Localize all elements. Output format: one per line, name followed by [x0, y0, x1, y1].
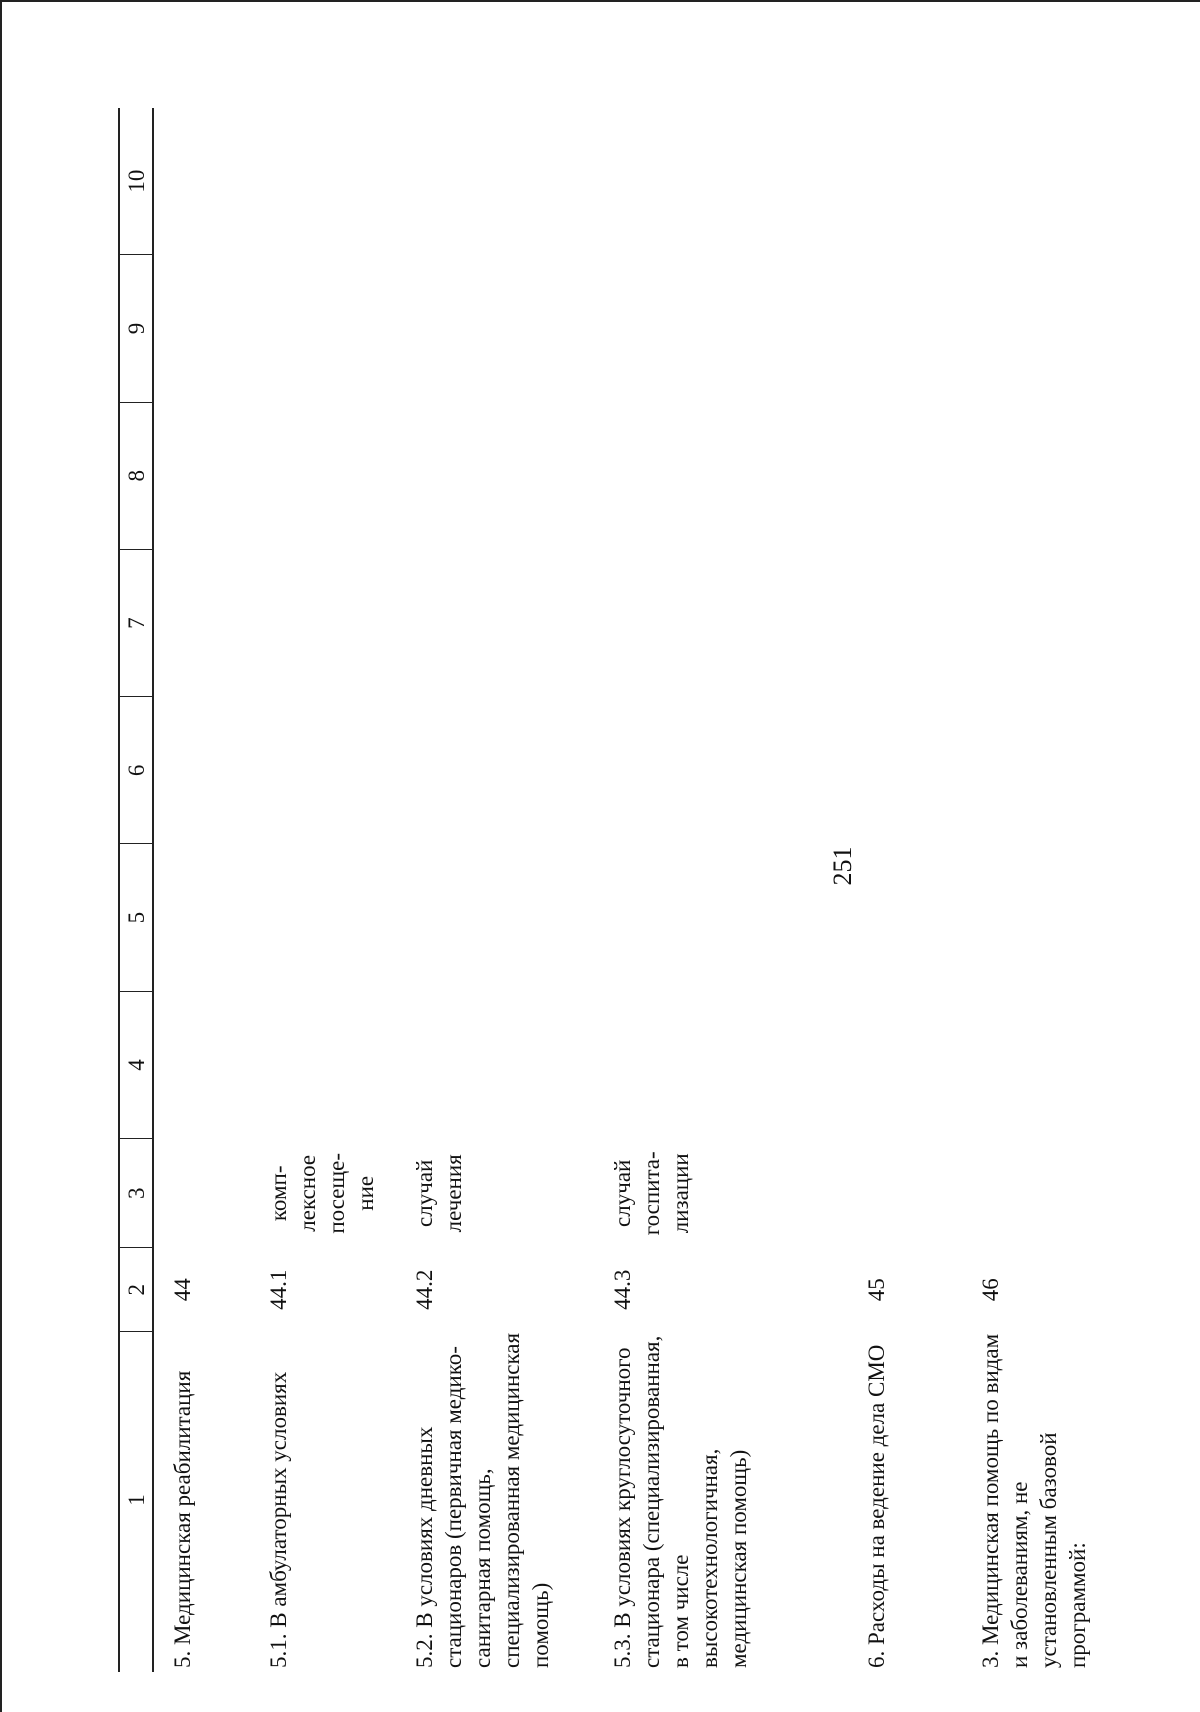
table-row [396, 108, 594, 1672]
row-name: 5. Медицинская реабилитация [170, 1370, 195, 1668]
row-name: 3. Медицинская помощь по видам и заболеваниям, не установленным базовой программой: [978, 1333, 1090, 1668]
page-number: 251 [828, 846, 857, 886]
row-name: 5.1. В амбулаторных условиях [266, 1371, 291, 1668]
row-name: 5.2. В условиях дневных стационаров (первичная медико-санитарная помощь, специализированная медицинская помощь) [412, 1332, 553, 1668]
table-row [962, 108, 1116, 1672]
table-row [153, 108, 250, 1672]
header-col-8: 8 [119, 402, 153, 549]
header-col-10: 10 [119, 108, 153, 255]
row-unit: комп-лексное посеще-ние [266, 1152, 378, 1234]
header-col-2: 2 [119, 1248, 153, 1331]
row-code: 44.2 [412, 1269, 437, 1310]
header-col-5: 5 [119, 844, 153, 991]
row-code: 44.1 [266, 1269, 291, 1310]
header-col-3: 3 [119, 1139, 153, 1248]
row-unit [962, 1139, 1116, 1248]
row-unit: случай госпита-лизации [610, 1151, 693, 1236]
data-table [118, 108, 1116, 1672]
header-col-7: 7 [119, 549, 153, 696]
row-code: 45 [864, 1278, 889, 1302]
row-code: 44 [170, 1278, 195, 1302]
header-row [119, 108, 153, 1672]
table-row [848, 108, 962, 1672]
header-col-9: 9 [119, 255, 153, 402]
row-name: 6. Расходы на ведение дела СМО [864, 1344, 889, 1668]
row-code: 46 [978, 1278, 1003, 1302]
row-unit [153, 1139, 250, 1248]
row-unit: случай лечения [412, 1154, 466, 1233]
row-code: 44.3 [610, 1269, 635, 1310]
header-col-4: 4 [119, 991, 153, 1138]
table-row [250, 108, 396, 1672]
row-name: 5.3. В условиях круглосуточного стационара (специализированная, в том числе высокотехнологичная, медицинская помощь) [610, 1335, 751, 1668]
header-col-6: 6 [119, 697, 153, 844]
row-unit [848, 1139, 962, 1248]
table-row [594, 108, 848, 1672]
header-col-1: 1 [119, 1331, 153, 1672]
